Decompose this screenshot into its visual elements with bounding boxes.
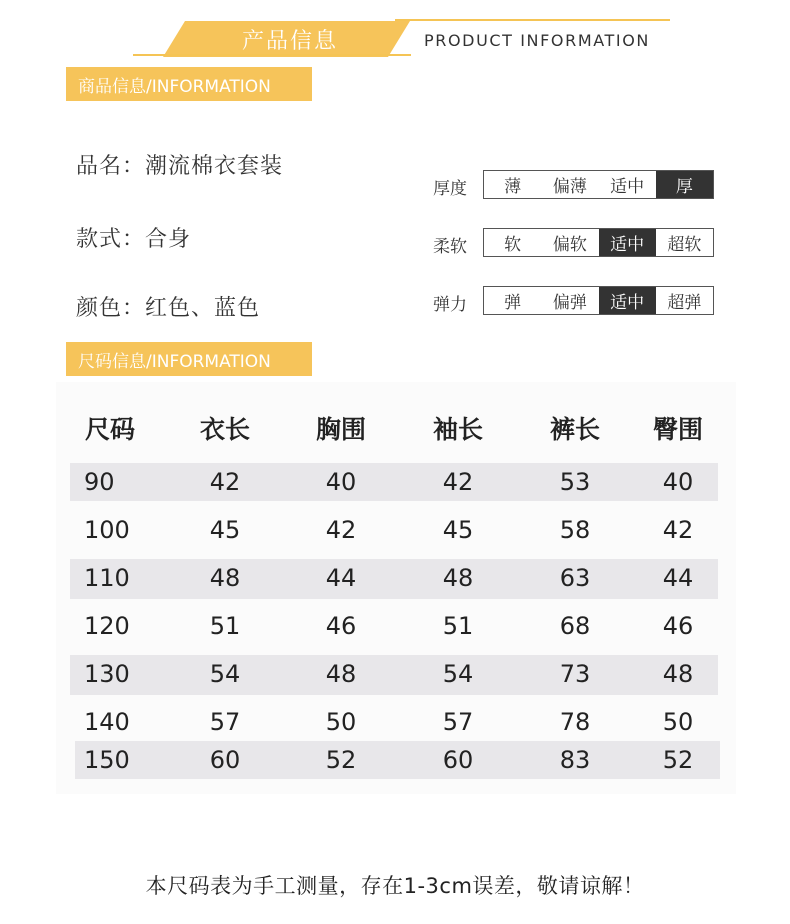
attribute-option: 薄: [504, 177, 522, 197]
attribute-scale: [483, 170, 714, 199]
table-cell: 100: [84, 516, 130, 544]
table-cell: 58: [559, 516, 591, 544]
table-cell: 130: [84, 660, 130, 688]
table-header-cell: 尺码: [84, 415, 135, 444]
table-cell: 42: [442, 468, 474, 496]
table-cell: 48: [662, 660, 694, 688]
attribute-option: 超弹: [667, 293, 702, 313]
table-cell: 63: [559, 564, 591, 592]
table-row-stripe: [70, 559, 718, 599]
attribute-option: 偏软: [552, 235, 587, 255]
attribute-option: 软: [504, 235, 522, 255]
attribute-option-selected: 适中: [599, 287, 656, 314]
table-cell: 44: [325, 564, 357, 592]
table-cell: 60: [442, 746, 474, 774]
table-cell: 110: [84, 564, 130, 592]
attribute-option-selected: 适中: [599, 229, 656, 256]
table-row-stripe: [70, 655, 718, 695]
product-fit: 款式：合身: [76, 227, 192, 252]
header-subtitle: PRODUCT INFORMATION: [424, 31, 650, 50]
table-cell: 68: [559, 612, 591, 640]
header-rule-top: [395, 19, 670, 21]
header-title: 产品信息: [241, 28, 338, 54]
attribute-option-selected: 厚: [656, 171, 713, 198]
attribute-option: 弹: [504, 293, 522, 313]
table-cell: 83: [559, 746, 591, 774]
table-cell: 54: [209, 660, 241, 688]
table-cell: 57: [442, 708, 474, 736]
table-cell: 46: [662, 612, 694, 640]
table-cell: 42: [325, 516, 357, 544]
table-row-stripe: [75, 741, 720, 779]
attribute-option: 超软: [667, 235, 702, 255]
table-cell: 90: [84, 468, 115, 496]
section-tag-product: 商品信息/INFORMATION: [66, 67, 312, 101]
table-cell: 51: [442, 612, 474, 640]
table-cell: 53: [559, 468, 591, 496]
measurement-note: 本尺码表为手工测量，存在1-3cm误差，敬请谅解！: [145, 874, 645, 898]
table-cell: 44: [662, 564, 694, 592]
table-header-cell: 衣长: [199, 415, 250, 444]
table-cell: 120: [84, 612, 130, 640]
table-cell: 78: [559, 708, 591, 736]
table-cell: 42: [662, 516, 694, 544]
table-header-cell: 胸围: [315, 415, 366, 444]
table-cell: 48: [325, 660, 357, 688]
attribute-label: 柔软: [433, 237, 467, 257]
table-row-stripe: [70, 463, 718, 501]
table-cell: 50: [325, 708, 357, 736]
table-header-cell: 裤长: [549, 415, 600, 444]
attribute-label: 弹力: [433, 295, 467, 315]
product-name: 品名：潮流棉衣套装: [76, 154, 284, 179]
table-cell: 42: [209, 468, 241, 496]
product-color: 颜色：红色、蓝色: [76, 296, 261, 321]
table-cell: 52: [662, 746, 694, 774]
attribute-option: 适中: [610, 177, 645, 197]
table-cell: 45: [209, 516, 241, 544]
attribute-option: 偏弹: [552, 293, 587, 313]
table-cell: 73: [559, 660, 591, 688]
table-cell: 46: [325, 612, 357, 640]
attribute-scale: [483, 228, 714, 257]
attribute-option: 偏薄: [552, 177, 587, 197]
table-cell: 150: [84, 746, 130, 774]
table-cell: 60: [209, 746, 241, 774]
table-cell: 48: [209, 564, 241, 592]
table-cell: 48: [442, 564, 474, 592]
attribute-label: 厚度: [433, 179, 467, 199]
table-cell: 54: [442, 660, 474, 688]
table-cell: 50: [662, 708, 694, 736]
table-cell: 40: [325, 468, 357, 496]
table-cell: 57: [209, 708, 241, 736]
table-header-cell: 袖长: [432, 415, 483, 444]
attribute-scale: [483, 286, 714, 315]
section-tag-size: 尺码信息/INFORMATION: [66, 342, 312, 376]
table-cell: 40: [662, 468, 694, 496]
table-cell: 45: [442, 516, 474, 544]
table-cell: 140: [84, 708, 130, 736]
table-cell: 52: [325, 746, 357, 774]
table-header-cell: 臀围: [652, 415, 703, 444]
table-cell: 51: [209, 612, 241, 640]
